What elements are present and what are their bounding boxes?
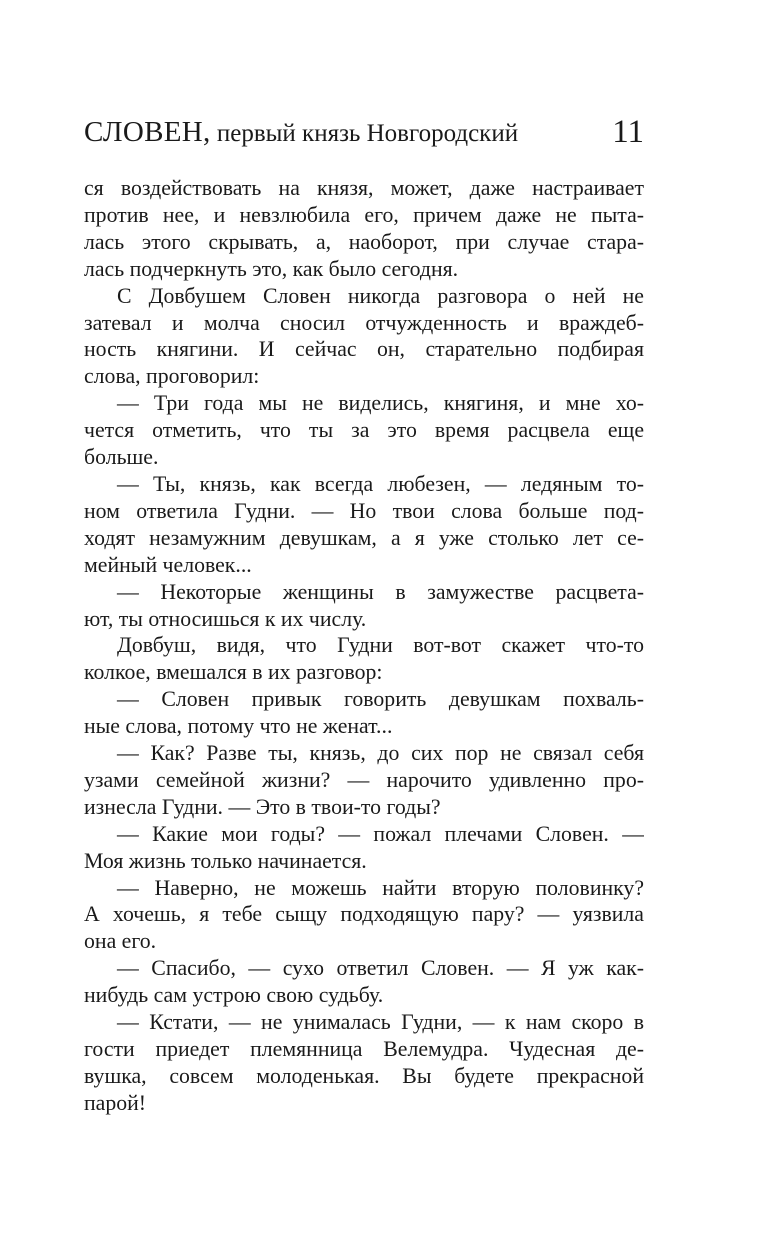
paragraph [84,632,644,686]
body-text [84,175,644,1117]
text-line: мейный человек... [84,552,252,577]
paragraph [84,390,644,471]
paragraph [84,579,644,633]
text-line: С Довбушем Словен никогда разговора о ней не [117,283,644,308]
text-line: она его. [84,929,157,954]
running-title [84,112,518,157]
text-line: ют, ты относишься к их числу. [84,606,367,631]
text-line: лась подчеркнуть это, как было сегодня. [84,256,459,281]
text-line: затевал и молча сносил отчужденность и враждеб- [84,310,644,335]
text-line: изнесла Гудни. — Это в твои-то годы? [84,794,441,819]
paragraph [84,821,644,875]
text-line: узами семейной жизни? — нарочито удивленно про- [84,767,644,792]
paragraph [84,955,644,1009]
paragraph [84,175,644,283]
text-line: больше. [84,445,159,470]
paragraph [84,686,644,740]
text-line: — Спасибо, — сухо ответил Словен. — Я уж как- [117,956,644,981]
text-line: вушка, совсем молоденькая. Вы будете прекрасной [84,1063,644,1088]
text-line: гости приедет племянница Велемудра. Чудесная де- [84,1037,644,1061]
text-line: ном ответила Гудни. — Но твои слова больше под- [84,498,644,523]
text-line: ся воздействовать на князя, может, даже настраивает [84,176,644,200]
text-line: — Три года мы не виделись, княгиня, и мне хо- [117,391,644,416]
text-line: против нее, и невзлюбила его, причем даже не пыта- [84,202,644,227]
text-line: — Какие мои годы? — пожал плечами Словен. — [117,821,644,846]
running-title-caps: СЛОВЕН, [84,116,211,148]
text-line: — Как? Разве ты, князь, до сих пор не связал себя [117,741,644,766]
text-line: парой! [84,1090,147,1115]
text-line: слова, проговорил: [84,364,260,389]
text-line: ность княгини. И сейчас он, старательно подбирая [84,337,644,362]
text-line: — Некоторые женщины в замужестве расцвета- [117,579,644,604]
text-line: нибудь сам устрою свою судьбу. [84,983,384,1008]
paragraph [84,875,644,956]
paragraph [84,283,644,391]
text-line: Довбуш, видя, что Гудни вот-вот скажет что-то [117,633,644,658]
paragraph [84,471,644,579]
running-title-rest: первый князь Новгородский [210,120,519,147]
text-line: — Кстати, — не унималась Гудни, — к нам скоро в [117,1010,644,1035]
text-line: — Наверно, не можешь найти вторую половинку? [117,875,644,900]
text-line: колкое, вмешался в их разговор: [84,660,383,685]
paragraph [84,740,644,821]
running-header [84,112,644,152]
text-line: А хочешь, я тебе сыщу подходящую пару? — уязвила [84,902,644,927]
text-line: Моя жизнь только начинается. [84,848,367,873]
text-line: — Ты, князь, как всегда любезен, — ледяным то- [117,471,644,496]
text-line: ходят незамужним девушкам, а я уже столько лет се- [84,525,644,550]
text-line: чется отметить, что ты за это время расцвела еще [84,418,644,443]
text-line: — Словен привык говорить девушкам похваль- [117,687,644,712]
text-line: лась этого скрывать, а, наоборот, при случае стара- [84,229,644,254]
page-number: 11 [612,114,644,150]
text-line: ные слова, потому что не женат... [84,714,393,739]
paragraph [84,1009,644,1117]
